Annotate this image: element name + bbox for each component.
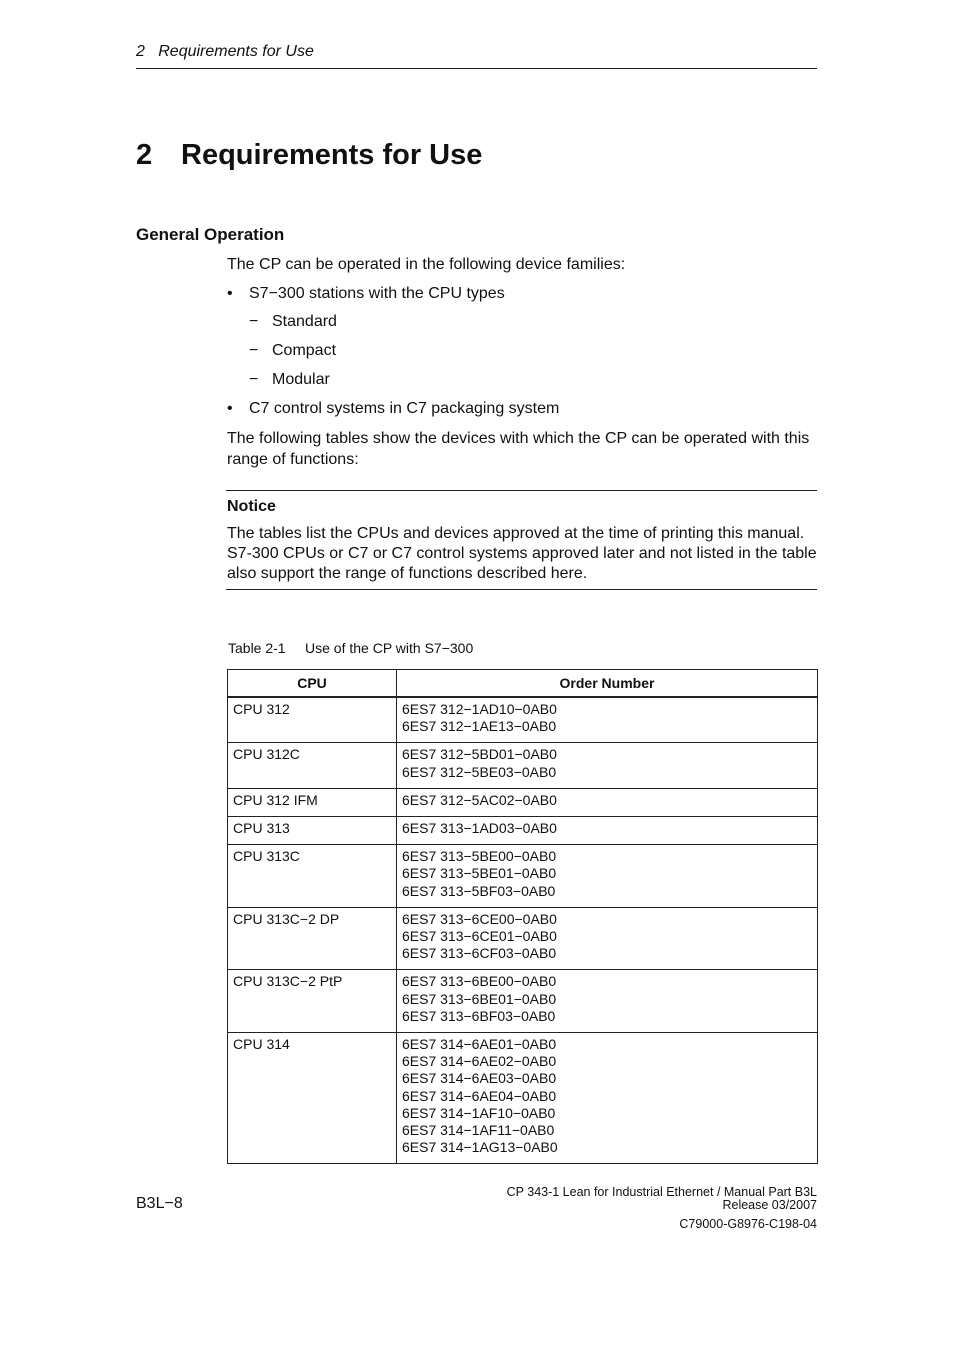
intro-paragraph: The CP can be operated in the following device families: (227, 256, 626, 273)
running-header-text: 2 Requirements for Use (136, 43, 314, 60)
order-number: 6ES7 314−1AF10−0AB0 (402, 1104, 556, 1121)
table-body (228, 697, 818, 1164)
notice-text: The tables list the CPUs and devices approved at the time of printing this manual. S7-300 CPUs or C7 or C7 control systems approved later and not listed in the table also support the range of functions described here. (227, 525, 817, 582)
sub-item-text: Compact (272, 342, 337, 359)
cpu-cell: CPU 313C−2 PtP (228, 970, 397, 1033)
footer-manual-title: CP 343-1 Lean for Industrial Ethernet / Manual Part B3L (506, 1185, 817, 1199)
notice-title: Notice (227, 498, 276, 515)
order-number: 6ES7 314−6AE03−0AB0 (402, 1070, 557, 1087)
order-number-cell (397, 817, 818, 845)
footer-manual-info (507, 1186, 817, 1212)
order-number-cell (397, 907, 818, 970)
chapter-number: 2 (136, 139, 153, 171)
order-number: 6ES7 312−1AD10−0AB0 (402, 701, 557, 717)
chapter-title (136, 139, 482, 172)
order-number: 6ES7 313−6CF03−0AB0 (402, 945, 557, 962)
running-header (136, 43, 817, 69)
order-number: 6ES7 313−5BE00−0AB0 (402, 848, 557, 865)
bullet-mark: • (227, 285, 233, 302)
cpu-cell: CPU 314 (228, 1033, 397, 1164)
order-number: 6ES7 312−1AE13−0AB0 (402, 718, 557, 735)
order-number-cell (397, 970, 818, 1033)
order-number: 6ES7 314−1AF11−0AB0 (402, 1122, 555, 1139)
table-row (228, 817, 818, 845)
tables-intro-paragraph: The following tables show the devices with which the CP can be operated with this range of functions: (227, 430, 810, 468)
order-number-cell (397, 743, 818, 788)
sub-item-text: Standard (272, 313, 337, 330)
order-number-cell (397, 845, 818, 908)
order-number: 6ES7 313−6CE01−0AB0 (402, 928, 557, 945)
header-order-number: Order Number (397, 670, 818, 698)
dash-mark: − (249, 342, 259, 359)
order-number: 6ES7 312−5BE03−0AB0 (402, 763, 557, 780)
table-row (228, 907, 818, 970)
bullet-text: S7−300 stations with the CPU types (249, 285, 505, 302)
dash-mark: − (249, 371, 259, 388)
table-row (228, 788, 818, 816)
sub-item-text: Modular (272, 371, 330, 388)
cpu-cell: CPU 313C (228, 845, 397, 908)
chapter-title-text: Requirements for Use (181, 139, 483, 171)
table-row (228, 743, 818, 788)
table-header-row (228, 670, 818, 698)
table-caption-label: Table 2-1 (228, 640, 286, 656)
footer-doc-code: C79000-G8976-C198-04 (679, 1217, 817, 1231)
order-number: 6ES7 314−6AE02−0AB0 (402, 1053, 557, 1070)
footer-release: Release 03/2007 (722, 1198, 817, 1212)
table-caption (228, 640, 473, 656)
page-number: B3L−8 (136, 1195, 183, 1212)
table-row (228, 1033, 818, 1164)
bullet-text: C7 control systems in C7 packaging system (249, 400, 560, 417)
table-row (228, 970, 818, 1033)
cpu-cell: CPU 312 (228, 697, 397, 743)
cpu-cell: CPU 312 IFM (228, 788, 397, 816)
order-number-cell (397, 697, 818, 743)
cpu-table (227, 669, 818, 1164)
order-number: 6ES7 313−1AD03−0AB0 (402, 820, 557, 837)
order-number: 6ES7 313−6BF03−0AB0 (402, 1007, 556, 1024)
dash-mark: − (249, 313, 259, 330)
order-number: 6ES7 314−6AE04−0AB0 (402, 1087, 557, 1104)
table-row (228, 845, 818, 908)
order-number: 6ES7 313−5BF03−0AB0 (402, 882, 556, 899)
order-number: 6ES7 312−5AC02−0AB0 (402, 791, 557, 808)
cpu-cell: CPU 313C−2 DP (228, 907, 397, 970)
bullet-mark: • (227, 400, 233, 417)
cpu-cell: CPU 313 (228, 817, 397, 845)
order-number: 6ES7 312−5BD01−0AB0 (402, 746, 557, 763)
order-number: 6ES7 313−6BE00−0AB0 (402, 973, 557, 990)
order-number: 6ES7 313−6CE00−0AB0 (402, 910, 557, 927)
order-number: 6ES7 313−6BE01−0AB0 (402, 990, 557, 1007)
order-number: 6ES7 313−5BE01−0AB0 (402, 865, 557, 882)
order-number: 6ES7 314−1AG13−0AB0 (402, 1139, 558, 1156)
order-number-cell (397, 788, 818, 816)
order-number: 6ES7 314−6AE01−0AB0 (402, 1036, 557, 1053)
section-heading: General Operation (136, 225, 285, 244)
table-row (228, 697, 818, 743)
cpu-cell: CPU 312C (228, 743, 397, 788)
order-number-cell (397, 1033, 818, 1164)
header-cpu: CPU (228, 670, 397, 698)
notice-box (226, 490, 817, 590)
table-caption-text: Use of the CP with S7−300 (305, 640, 474, 656)
